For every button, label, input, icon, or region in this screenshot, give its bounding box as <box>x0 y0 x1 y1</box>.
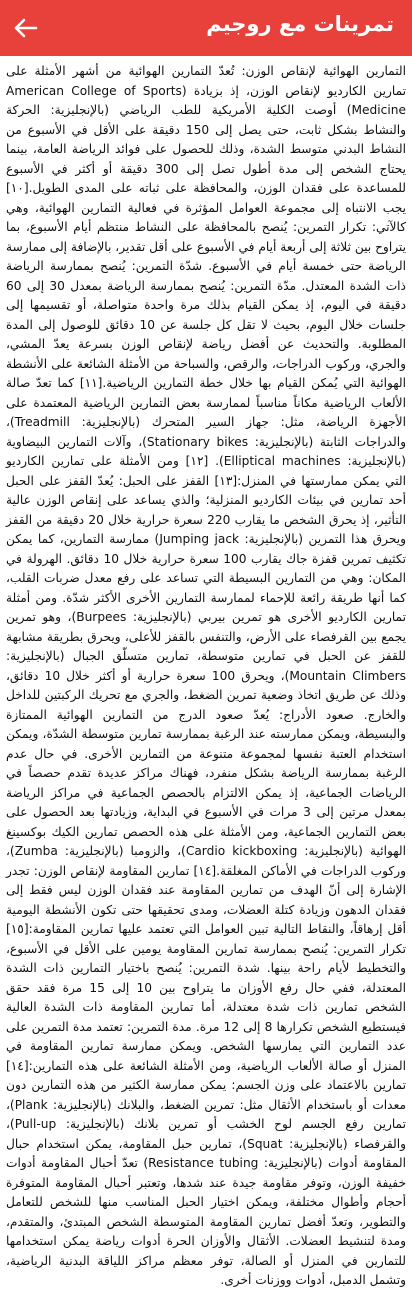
article-body[interactable] <box>0 56 412 1287</box>
app-bar <box>0 0 412 56</box>
article-text: التمارين الهوائية لإنقاص الوزن: تُعدّ التمارين الهوائية من أشهر الأمثلة على تمارين الكارديو لإنقاص الوزن، إذ بزيادة (American College of Sports Medicine) أوصت الكلية الأمريكية للطب الرياضي (بالإنجليزية: الحركة والنشاط بشكل ثابت، حتى يصل إلى 150 دقيقة على الأقل في الأسبوع من النشاط البدني متوسط الشدة، وذلك للحصول على فوائد الرياضة العامة، بينما يحتاج الشخص إلى مدة أطول تصل إلى 300 دقيقة أو أكثر في الأسبوع للمساعدة على فقدان الوزن، والمحافظة على ثباته على المدى الطويل.[١٠] يجب الانتباه إلى مجموعة العوامل المؤثرة في فعالية التمارين الهوائية، وهي كالآتي: تكرار التمرين: يُنصح بالمحافظة على النشاط منتظم أيام الأسبوع، بما يتراوح بين ثلاثة إلى أربعة أيام في الأسبوع على أقل تقدير، بالإضافة إلى ممارسة الرياضة حتى خمسة أيام في الأسبوع. شدّة التمرين: يُنصح بممارسة الرياضة ذات الشدة المعتدل. مدّة التمرين: يُنصح بممارسة الرياضة بمعدل 30 إلى 60 دقيقة في اليوم، إذ يمكن القيام بذلك مرة واحدة متواصلة، أو تقسيمها إلى جلسات خلال اليوم، بحيث لا تقل كل جلسة عن 10 دقائق للوصول إلى المدة المطلوبة. والتحديث عن أفضل رياضة لإنقاص الوزن بسرعة يعدّ المشي، والجري، وركوب الدراجات، والرقص، والسباحة من الأمثلة الشائعة على الأنشطة الهوائية التي يُمكن القيام بها خلال خطة التمارين الرياضية.[١١] كما تعدّ صالة الألعاب الرياضية مكاناً مناسباً لممارسة بعض التمارين الرياضية المعتمدة على الأجهزة الرياضة، مثل: جهاز السير المتحرك (بالإنجليزية: Treadmill)، والدراجات الثابتة (بالإنجليزية: Stationary bikes)، وآلات التمارين البيضاوية (بالإنجليزية: Elliptical machines). [١٢] ومن الأمثلة على تمارين الكارديو التي يمكن ممارستها في المنزل:[١٣] القفز على الحبل: يُعدّ القفز على الحبل أحد تمارين في بيئات الكارديو المنزلية؛ والذي يساعد على إنقاص الوزن عالية التأثير، إذ يحرق الشخص ما يقارب 220 سعرة حرارية خلال 20 دقيقة من القفز ويحرق هذا التمرين (بالإنجليزية: Jumping jack) ممارسة التمارين، كما يمكن تكثيف تمرين قفزة جاك يقارب 100 سعرة حرارية خلال 10 دقائق. الهرولة في المكان: وهي من التمارين البسيطة التي تساعد على رفع معدل ضربات القلب، كما أنها طريقة رائعة للإحماء لممارسة التمارين الأخرى الأكثر شدّة. ومن أمثلة تمارين الكارديو الأخرى هو تمرين بيربي (بالإنجليزية: Burpees)، وهو تمرين يجمع بين القرفصاء على الأرض، والتنفس بالقفز للأعلى، ويحرق بطريقة مشابهة للقفز عن الحبل في تمارين متوسطة، تمارين متسلّق الجبال (بالإنجليزية: Mountain Climbers)، ويحرق 100 سعرة حرارية أو أكثر خلال 10 دقائق، وذلك عن طريق اتخاذ وضعية تمرين الضغط، والجري مع تحريك الركبتين للداخل والخارج. صعود الأدراج: يُعدّ صعود الدرج من التمارين الهوائية الممتازة والبسيطة، ويمكن ممارسته عند الرغبة بممارسة تمارين متوسطة الشدّة، ويمكن استخدام العتبة نفسها لمجموعة متنوعة من التمارين الأخرى. في حال عدم الرغبة بممارسة الرياضة بشكل منفرد، فهناك مراكز عديدة تقدم حصصاً في الرياضات الجماعية، إذ يمكن الالتزام بالحصص الجماعية في مراكز الرياضة بمعدل مرتين إلى 3 مرات في الأسبوع في البداية، وزيادتها بعد الحصول على بعض التمارين الجماعية، ومن الأمثلة على هذه الحصص تمارين الكيك بوكسينغ الهوائية (بالإنجليزية: Cardio kickboxing)، والزومبا (بالإنجليزية: Zumba)، وركوب الدراجات في الأماكن المغلقة.[١٤] تمارين المقاومة لإنقاص الوزن: تجدر الإشارة إلى أنّ الهدف من تمارين المقاومة عند فقدان الوزن ليس فقط إلى فقدان الدهون وزيادة كتلة العضلات، ومدى تحقيقها حتى تكون الأنشطة اليومية أقل إرهاقاً، والنقاط التالية تبين العوامل التي تعتمد عليها تمارين المقاومة:[١٥] تكرار التمرين: يُنصح بممارسة تمارين المقاومة يومين على الأقل في الأسبوع، والتخطيط لأيام راحة بينها. شدة التمرين: يُنصح باختيار التمارين ذات الشدة المعتدلة، ففي حال رفع الأوزان ما يتراوح بين 10 إلى 15 مرة فقد حقق الشخص تمارين ذات شدة معتدلة، أما تمارين المقاومة ذات الشدة العالية فيستطيع الشخص تكرارها 8 إلى 12 مرة. مدة التمرين: تعتمد مدة التمرين على عدد التمارين التي يمارسها الشخص. ويمكن ممارسة تمارين المقاومة في المنزل أو صالة الألعاب الرياضية، ومن الأمثلة الشائعة على هذه التمارين:[١٤] تمارين بالاعتماد على وزن الجسم: يمكن ممارسة الكثير من هذه التمارين دون معدات أو باستخدام الأثقال مثل: تمرين الضغط، والبلانك (بالإنجليزية: Plank)، تمارين رفع الجسم لوح الخشب أو تمرين بلانك (بالإنجليزية: Pull-up)، والقرفصاء (بالإنجليزية: Squat)، تمارين حبل المقاومة، يمكن استخدام حبال المقاومة أدوات (بالإنجليزية: Resistance tubing) تعدّ أحبال المقاومة أدوات خفيفة الوزن، وتوفر مقاومة جيدة عند شدها، وتعتبر أحبال المقاومة المتوفرة أحجام وأطوال مختلفة، ويمكن اختيار الحبل المناسب منها للشخص للتعامل والتطوير، وتعدّ أفضل تمارين المقاومة المتوسطة الشخص المبتدئ، والمتقدم، ومدة لتنشيط العضلات. الأثقال والأوزان الحرة أدوات رياضة يمكن استخدامها للتمارين في المنزل أو الصالة، توفر معظم مراكز اللياقة البدنية الرياضية، وتشمل الدمبل، أدوات ووزنات أخرى. <box>6 64 407 1287</box>
page-title: تمرينات مع روجيم <box>206 12 394 36</box>
arrow-left-icon[interactable] <box>12 14 40 42</box>
